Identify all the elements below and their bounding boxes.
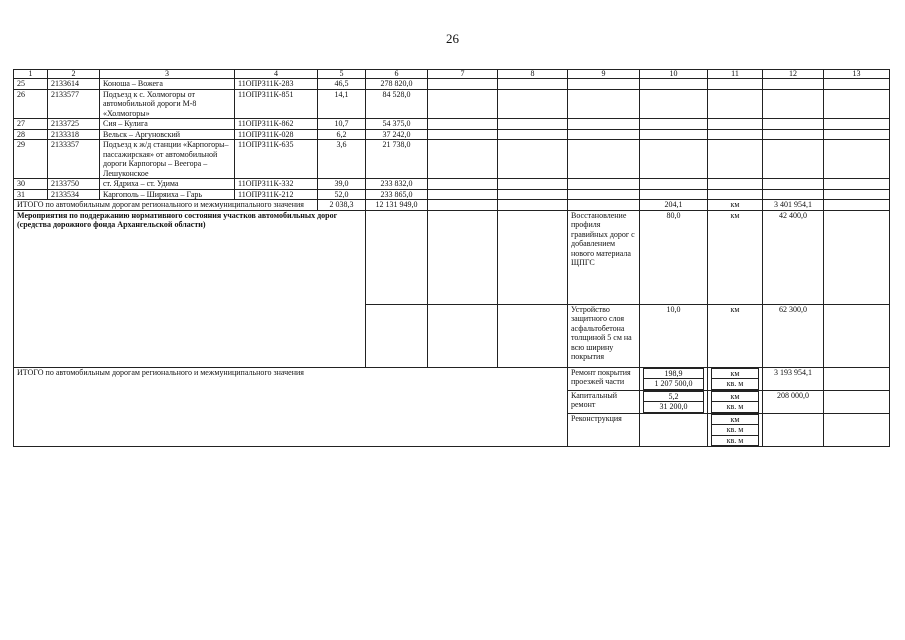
- work-unit: кв. м: [712, 402, 759, 413]
- unit-subtable: [711, 368, 759, 390]
- road-name: Сия – Кулига: [100, 119, 235, 130]
- column-number: 11: [708, 70, 763, 79]
- road-code: 2133318: [48, 129, 100, 140]
- column-number: 2: [48, 70, 100, 79]
- road-code: 2133725: [48, 119, 100, 130]
- road-length: 10,7: [318, 119, 366, 130]
- total-length: 2 038,3: [318, 200, 366, 211]
- road-name: Подъезд к ж/д станции «Карпогоры–пассажирская» от автомобильной дороги Карпогоры – Веегора – Лешуконское: [100, 140, 235, 179]
- work-quantity: 1 207 500,0: [644, 379, 704, 390]
- road-id: 11ОПРЗ11К-332: [235, 179, 318, 190]
- road-name: Каргополь – Ширяиха – Гарь: [100, 189, 235, 200]
- road-length: 52,0: [318, 189, 366, 200]
- total-label: ИТОГО по автомобильным дорогам регионального и межмуниципального значения: [14, 200, 318, 211]
- work-quantity: 198,9: [644, 368, 704, 379]
- table-row: [14, 119, 890, 130]
- work-unit: км: [712, 391, 759, 402]
- road-id: 11ОПРЗ11К-283: [235, 79, 318, 90]
- row-number: 31: [14, 189, 48, 200]
- column-number: 6: [366, 70, 428, 79]
- road-cost: 54 375,0: [366, 119, 428, 130]
- work-amount: 3 193 954,1: [763, 367, 824, 390]
- road-length: 14,1: [318, 89, 366, 119]
- road-cost: 233 865,0: [366, 189, 428, 200]
- road-id: 11ОПРЗ11К-851: [235, 89, 318, 119]
- road-code: 2133577: [48, 89, 100, 119]
- table-row: [14, 140, 890, 179]
- column-number: 8: [498, 70, 568, 79]
- work-unit: км: [708, 210, 763, 304]
- measures-title: Мероприятия по поддержанию нормативного состояния участков автомобильных дорог (средства дорожного фонда Архангельской области): [14, 210, 366, 367]
- row-number: 27: [14, 119, 48, 130]
- row-number: 29: [14, 140, 48, 179]
- column-number: 7: [428, 70, 498, 79]
- row-number: 26: [14, 89, 48, 119]
- work-unit: км: [712, 368, 759, 379]
- total-regional-row: [14, 200, 890, 211]
- column-number: 5: [318, 70, 366, 79]
- road-cost: 37 242,0: [366, 129, 428, 140]
- road-length: 6,2: [318, 129, 366, 140]
- work-description: Реконструкция: [568, 413, 640, 447]
- work-amount: [763, 413, 824, 447]
- road-length: 3,6: [318, 140, 366, 179]
- row-number: 28: [14, 129, 48, 140]
- road-length: 46,5: [318, 79, 366, 90]
- final-total-row: [14, 367, 890, 390]
- work-unit: кв. м: [712, 425, 759, 436]
- road-code: 2133357: [48, 140, 100, 179]
- road-id: 11ОПРЗ11К-028: [235, 129, 318, 140]
- final-total-label: ИТОГО по автомобильным дорогам регионального и межмуниципального значения: [14, 367, 568, 447]
- total-quantity: 204,1: [640, 200, 708, 211]
- work-unit: км: [708, 304, 763, 367]
- row-number: 30: [14, 179, 48, 190]
- work-unit: кв. м: [712, 379, 759, 390]
- road-code: 2133750: [48, 179, 100, 190]
- measures-row: [14, 210, 890, 304]
- unit-subtable: [711, 391, 759, 413]
- work-amount: 62 300,0: [763, 304, 824, 367]
- work-quantity: 31 200,0: [644, 402, 704, 413]
- road-code: 2133614: [48, 79, 100, 90]
- table-row: [14, 129, 890, 140]
- column-number: 3: [100, 70, 235, 79]
- work-quantity: 5,2: [644, 391, 704, 402]
- work-amount: 42 400,0: [763, 210, 824, 304]
- total-unit: км: [708, 200, 763, 211]
- total-amount: 3 401 954,1: [763, 200, 824, 211]
- page-number: 26: [446, 31, 459, 46]
- work-description: Ремонт покрытия проезжей части: [568, 367, 640, 390]
- column-number: 10: [640, 70, 708, 79]
- unit-subtable: [711, 414, 759, 447]
- road-name: ст. Ядриха – ст. Удима: [100, 179, 235, 190]
- column-number: 12: [763, 70, 824, 79]
- road-id: 11ОПРЗ11К-862: [235, 119, 318, 130]
- column-number-row: [14, 70, 890, 79]
- road-length: 39,0: [318, 179, 366, 190]
- work-description: Восстановление профиля гравийных дорог с добавлением нового материала ЩПГС: [568, 210, 640, 304]
- work-description: Капитальный ремонт: [568, 390, 640, 413]
- table-row: [14, 79, 890, 90]
- total-cost: 12 131 949,0: [366, 200, 428, 211]
- roads-table: [13, 69, 890, 447]
- work-quantity: 80,0: [640, 210, 708, 304]
- road-cost: 233 832,0: [366, 179, 428, 190]
- road-id: 11ОПРЗ11К-635: [235, 140, 318, 179]
- road-cost: 21 738,0: [366, 140, 428, 179]
- column-number: 9: [568, 70, 640, 79]
- column-number: 13: [824, 70, 890, 79]
- table-row: [14, 189, 890, 200]
- work-unit: км: [712, 414, 759, 425]
- work-description: Устройство защитного слоя асфальтобетона толщиной 5 см на всю ширину покрытия: [568, 304, 640, 367]
- quantity-subtable: [643, 368, 704, 390]
- row-number: 25: [14, 79, 48, 90]
- work-unit: кв. м: [712, 435, 759, 446]
- road-cost: 278 820,0: [366, 79, 428, 90]
- road-id: 11ОПРЗ11К-212: [235, 189, 318, 200]
- table-row: [14, 179, 890, 190]
- road-code: 2133534: [48, 189, 100, 200]
- road-name: Подъезд к с. Холмогоры от автомобильной дороги М-8 «Холмогоры»: [100, 89, 235, 119]
- quantity-subtable: [643, 391, 704, 413]
- work-quantity: 10,0: [640, 304, 708, 367]
- road-name: Вельск – Аргуновский: [100, 129, 235, 140]
- road-cost: 84 528,0: [366, 89, 428, 119]
- work-amount: 208 000,0: [763, 390, 824, 413]
- column-number: 4: [235, 70, 318, 79]
- road-name: Коноша – Вожега: [100, 79, 235, 90]
- column-number: 1: [14, 70, 48, 79]
- table-row: [14, 89, 890, 119]
